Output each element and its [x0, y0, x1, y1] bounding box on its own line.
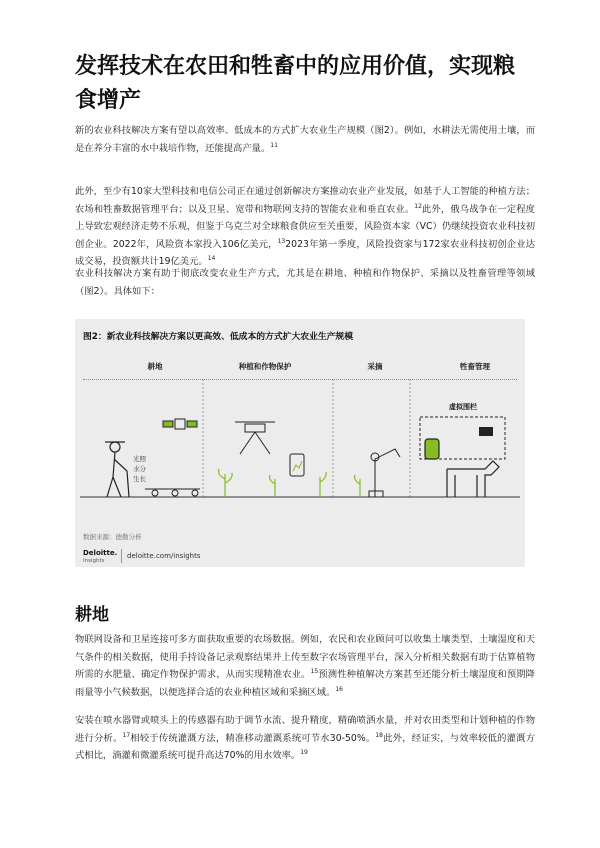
footnote-ref[interactable]: 12 [414, 202, 422, 210]
investment-text-3: 2023年第一季度，风险投资家与172家农业科技初创企业达成交易，投资额共计19亿美元。 [75, 238, 536, 267]
footnote-ref[interactable]: 19 [300, 748, 308, 756]
phone-icon [290, 454, 304, 476]
intro-text: 新的农业科技解决方案有望以高效率、低成本的方式扩大农业生产规模（图2）。例如，水耕法无需使用土壤，而是在养分丰富的水中栽培作物，还能提高产量。 [75, 125, 535, 154]
irrigation-icon [145, 489, 200, 496]
footnote-ref[interactable]: 13 [277, 237, 286, 245]
irrigation-text-3: 此外，经证实，与效率较低的灌溉方式相比，滴灌和微灌系统可提升高达70%的用水效率。 [75, 732, 535, 761]
logo-main: Deloitte. [83, 549, 118, 557]
figure-source: 数据来源：德勤分析 [83, 533, 142, 541]
plant-icon [219, 469, 360, 497]
investment-text-1: 此外，至少有10家大型科技和电信公司正在通过创新解决方案推动农业产业发展，如基于人工智能的种植方法；农场和牲畜数据管理平台；以及卫星、宽带和物联网支持的智能农业和垂直农业。 [75, 186, 535, 215]
stage-label-harvest: 采摘 [367, 362, 383, 371]
investment-text-2: 此外，俄乌战争在一定程度上导致宏观经济走势不乐观，但鉴于乌克兰对全球粮食供应至关重要，风险资本家（VC）仍继续投资农业科技初创企业。2022年，风险资本家投入106亿美元， [75, 203, 535, 250]
figure-2 [75, 319, 525, 567]
tillage-paragraph-1 [75, 631, 535, 701]
footnote-ref[interactable]: 18 [375, 731, 383, 739]
overview-text: 农业科技解决方案有助于彻底改变农业生产方式，尤其是在耕地、种植和作物保护、采摘以及牲畜管理等领域（图2）。具体如下： [75, 268, 535, 297]
insights-link[interactable]: deloitte.com/insights [127, 552, 201, 560]
footnote-ref[interactable]: 14 [207, 254, 216, 262]
footnote-ref[interactable]: 15 [310, 667, 319, 675]
tillage-paragraph-2 [75, 712, 535, 765]
overview-paragraph [75, 265, 535, 300]
page-title: 发挥技术在农田和牲畜中的应用价值，实现粮食增产 [75, 54, 516, 113]
fence-label: 虚拟围栏 [449, 403, 477, 411]
harvest-robot-icon [369, 449, 400, 497]
logo-divider [121, 549, 122, 563]
stage-label-tillage: 耕地 [147, 362, 163, 371]
figure-illustration [75, 379, 525, 529]
cow-icon [425, 439, 499, 497]
sensor-label: 生长 [133, 475, 146, 483]
stage-label-planting: 种植和作物保护 [238, 362, 292, 371]
drone-icon [235, 422, 275, 454]
tillage-text-2: 预测性种植解决方案甚至还能分析土壤湿度和预期降雨量等小气候数据，以便选择合适的农业种植区域和采摘区域。 [75, 669, 535, 698]
footnote-ref[interactable]: 11 [270, 141, 278, 149]
sensor-label: 水分 [133, 465, 146, 473]
footnote-ref[interactable]: 17 [122, 731, 131, 739]
footnote-ref[interactable]: 16 [335, 685, 343, 693]
section-heading: 耕地 [75, 605, 109, 625]
intro-paragraph [75, 122, 535, 157]
stage-label-livestock: 牲畜管理 [460, 362, 490, 371]
logo-sub: Insights [83, 558, 105, 564]
deloitte-logo [83, 549, 117, 565]
irrigation-text-2: 相较于传统灌溉方法，精准移动灌溉系统可节水30-50%。 [130, 732, 376, 744]
farmer-icon [105, 442, 129, 497]
satellite-icon [163, 419, 197, 429]
tillage-text-1: 物联网设备和卫星连接可多方面获取重要的农场数据。例如，农民和农业顾问可以收集土壤类型、土壤湿度和天气条件的相关数据，使用手持设备记录观察结果并上传至数字农场管理平台，深入分析相关数据有助于估算植物所需的水肥量、确定作物保护需求，从而实现精准农业。 [75, 634, 535, 680]
figure-title: 图2：新农业科技解决方案以更高效、低成本的方式扩大农业生产规模 [83, 332, 354, 342]
investment-paragraph [75, 183, 535, 271]
sensor-label: 光照 [133, 455, 146, 463]
irrigation-text-1: 安装在喷水器臂或喷头上的传感器有助于调节水流、提升精度，精确喷洒水量，并对农田类型和计划种植的作物进行分析。 [75, 715, 535, 744]
